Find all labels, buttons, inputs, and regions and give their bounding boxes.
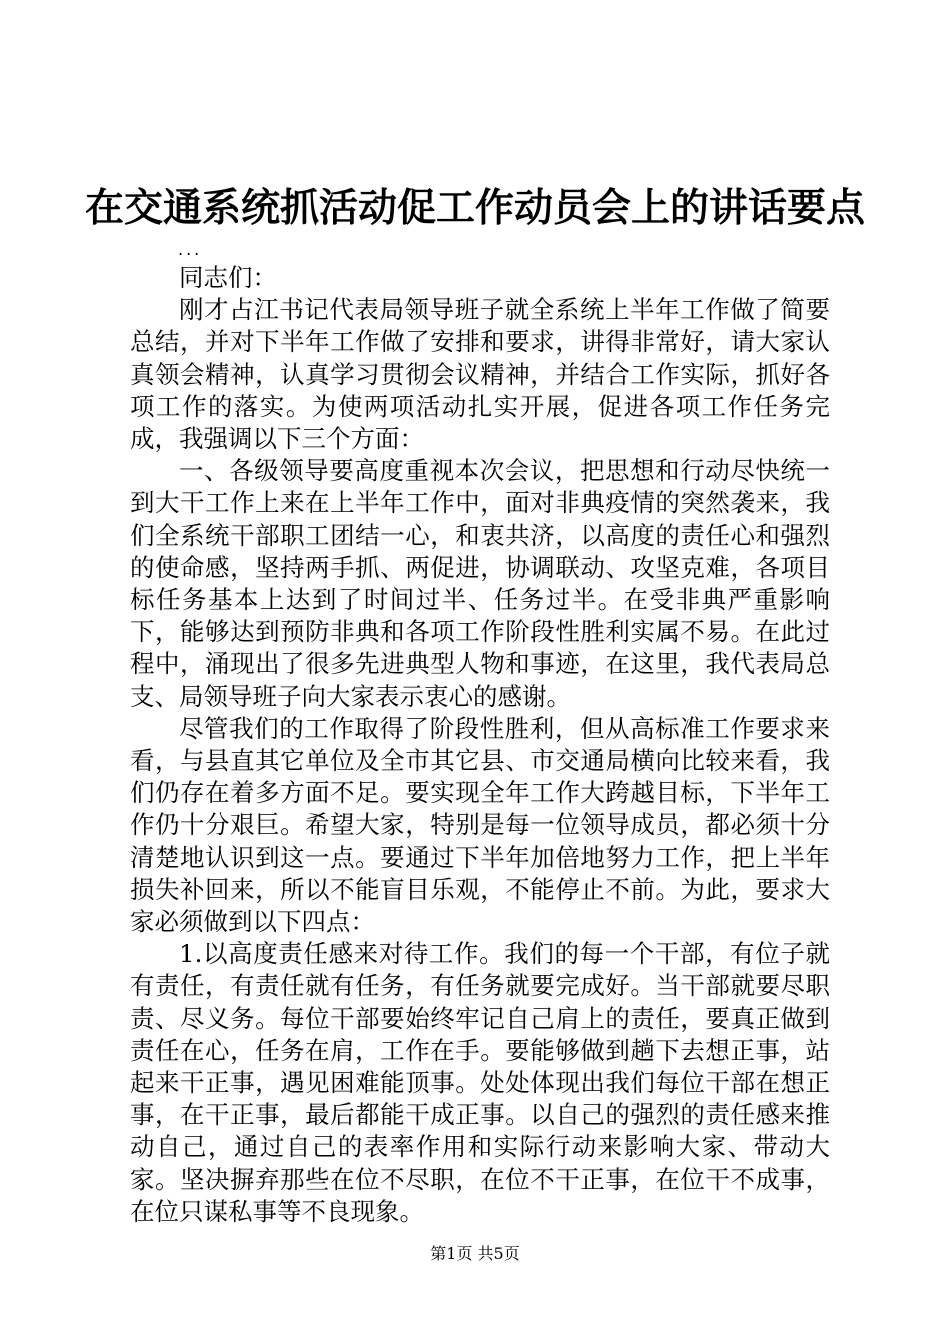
paragraph-3: 尽管我们的工作取得了阶段性胜利，但从高标准工作要求来看，与县直其它单位及全市其它县、市交通局横向比较来看，我们仍存在着多方面不足。要实现全年工作大跨越目标，下半年工作仍十分艰巨。希望大家，特别是每一位领导成员，都必须十分清楚地认识到这一点。要通过下半年加倍地努力工作，把上半年损失补回来，所以不能盲目乐观，不能停止不前。为此，要求大家必须做到以下四点：: [130, 713, 830, 937]
paragraph-1: 刚才占江书记代表局领导班子就全系统上半年工作做了简要总结，并对下半年工作做了安排和要求，讲得非常好，请大家认真领会精神，认真学习贯彻会议精神，并结合工作实际，抓好各项工作的落实。为使两项活动扎实开展，促进各项工作任务完成，我强调以下三个方面：: [130, 295, 830, 454]
paragraph-2: 一、各级领导要高度重视本次会议，把思想和行动尽快统一到大干工作上来在上半年工作中，面对非典疫情的突然袭来，我们全系统干部职工团结一心，和衷共济，以高度的责任心和强烈的使命感，坚持两手抓、两促进，协调联动、攻坚克难，各项目标任务基本上达到了时间过半、任务过半。在受非典严重影响下，能够达到预防非典和各项工作阶段性胜利实属不易。在此过程中，涌现出了很多先进典型人物和事迹，在这里，我代表局总支、局领导班子向大家表示衷心的感谢。: [130, 456, 830, 711]
document-title: 在交通系统抓活动促工作动员会上的讲话要点: [84, 185, 865, 231]
document-body: [130, 262, 830, 1228]
greeting: 同志们：: [179, 263, 277, 292]
page-footer: 第1页 共5页: [430, 1244, 520, 1263]
paragraph-4: 1.以高度责任感来对待工作。我们的每一个干部，有位子就有责任，有责任就有任务，有任务就要完成好。当干部就要尽职责、尽义务。每位干部要始终牢记自己肩上的责任，要真正做到责任在心，任务在肩，工作在手。要能够做到趟下去想正事，站起来干正事，遇见困难能顶事。处处体现出我们每位干部在想正事，在干正事，最后都能干成正事。以自己的强烈的责任感来推动自己，通过自己的表率作用和实际行动来影响大家、带动大家。坚决摒弃那些在位不尽职，在位不干正事，在位干不成事，在位只谋私事等不良现象。: [130, 939, 830, 1226]
title-ellipsis: ...: [178, 240, 203, 259]
